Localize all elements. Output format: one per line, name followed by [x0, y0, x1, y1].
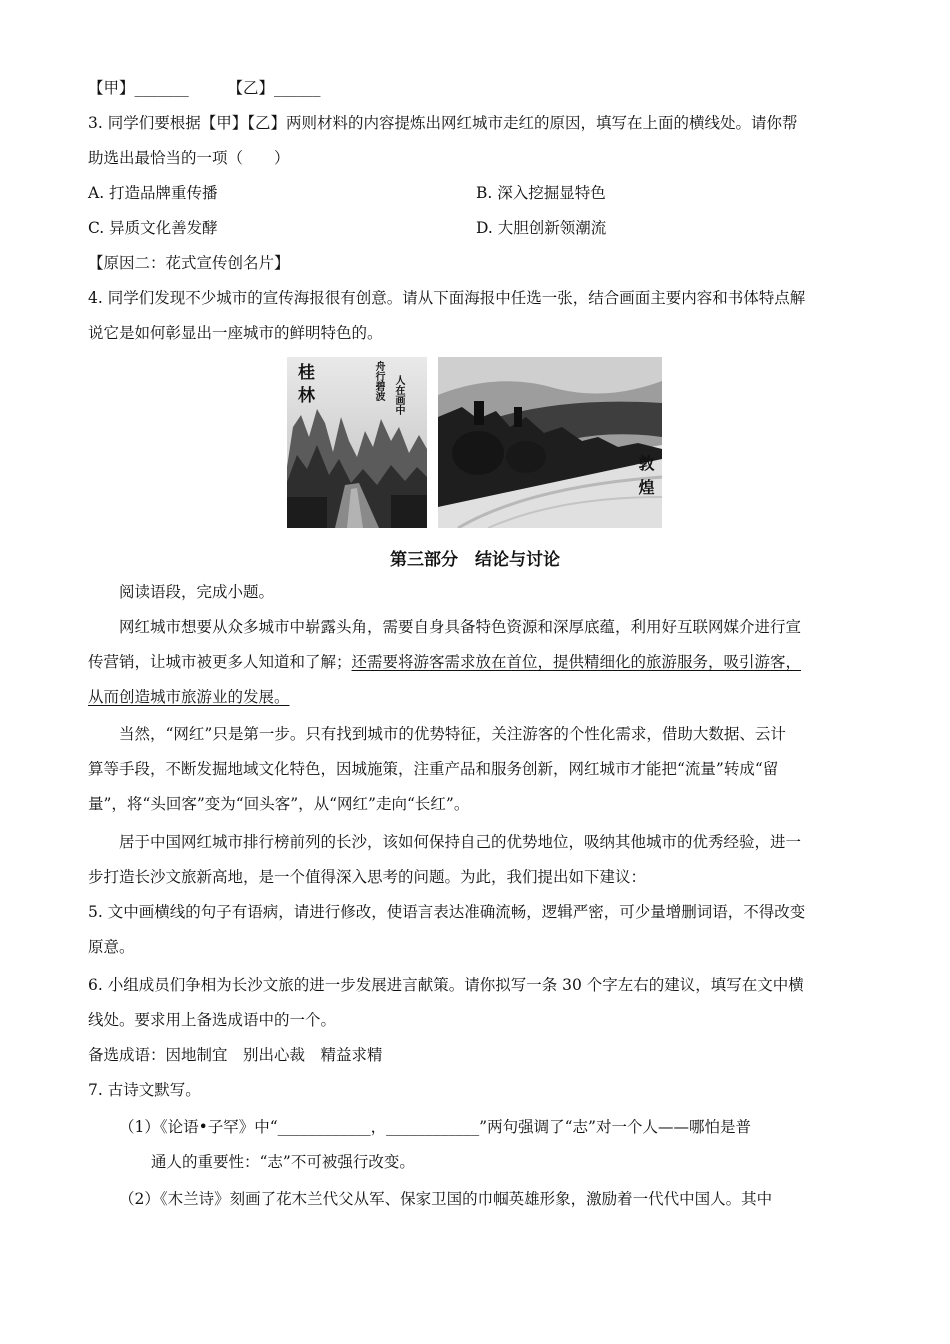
- paragraph-1-plain-text: 传营销，让城市被更多人知道和了解；: [88, 653, 352, 671]
- dunhuang-title: 敦煌: [636, 455, 655, 503]
- idiom-options: 备选成语：因地制宜 别出心裁 精益求精: [88, 1046, 383, 1064]
- answer-blanks: 【甲】_______ 【乙】______: [88, 79, 321, 97]
- guilin-verse-2: 人在画中: [393, 375, 404, 415]
- paragraph-3-line-1: 居于中国网红城市排行榜前列的长沙，该如何保持自己的优势地位，吸纳其他城市的优秀经验，进一: [119, 833, 802, 851]
- part-3-heading: 第三部分 结论与讨论: [390, 550, 560, 570]
- question-4-line-2: 说它是如何彰显出一座城市的鲜明特色的。: [88, 324, 383, 342]
- question-7-item-1-line-2: 通人的重要性：“志”不可被强行改变。: [151, 1153, 415, 1171]
- question-7-item-1-line-1: （1）《论语•子罕》中“____________，____________”两句强调了“志”对一个人——哪怕是普: [119, 1118, 751, 1136]
- question-4-line-1: 4. 同学们发现不少城市的宣传海报很有创意。请从下面海报中任选一张，结合画面主要内容和书体特点解: [88, 289, 806, 307]
- paragraph-2-line-3: 量”，将“头回客”变为“回头客”，从“网红”走向“长红”。: [88, 795, 470, 813]
- paragraph-1-line-1: 网红城市想要从众多城市中崭露头角，需要自身具备特色资源和深厚底蕴，利用好互联网媒介进行宣: [119, 618, 802, 636]
- question-7-title: 7. 古诗文默写。: [88, 1081, 201, 1099]
- guilin-poster: [287, 357, 427, 528]
- paragraph-1-line-2: [88, 652, 863, 672]
- paragraph-2-line-1: 当然，“网红”只是第一步。只有找到城市的优势特征，关注游客的个性化需求，借助大数据、云计: [119, 725, 786, 743]
- question-3-line-1: 3. 同学们要根据【甲】【乙】两则材料的内容提炼出网红城市走红的原因，填写在上面的横线处。请你帮: [88, 114, 798, 132]
- option-a: A. 打造品牌重传播: [88, 184, 218, 202]
- guilin-verse-1: 舟行碧波: [373, 361, 384, 401]
- paragraph-3-line-2: 步打造长沙文旅新高地，是一个值得深入思考的问题。为此，我们提出如下建议：: [88, 868, 647, 886]
- question-7-item-2-line-1: （2）《木兰诗》刻画了花木兰代父从军、保家卫国的巾帼英雄形象，激励着一代代中国人。其中: [119, 1190, 773, 1208]
- question-5-line-2: 原意。: [88, 938, 135, 956]
- option-c: C. 异质文化善发酵: [88, 219, 218, 237]
- question-3-line-2: 助选出最恰当的一项（ ）: [88, 149, 290, 167]
- question-6-line-1: 6. 小组成员们争相为长沙文旅的进一步发展进言献策。请你拟写一条 30 个字左右的建议，填写在文中横: [88, 976, 804, 994]
- reading-intro: 阅读语段，完成小题。: [119, 583, 275, 601]
- option-b: B. 深入挖掘显特色: [476, 184, 606, 202]
- reason-2-heading: 【原因二：花式宣传创名片】: [88, 254, 290, 272]
- paragraph-1-line-3: [88, 687, 863, 707]
- option-d: D. 大胆创新领潮流: [476, 219, 607, 237]
- underlined-sentence-part-2: 从而创造城市旅游业的发展。: [88, 688, 290, 706]
- question-6-line-2: 线处。要求用上备选成语中的一个。: [88, 1011, 337, 1029]
- dunhuang-poster-image: [438, 357, 662, 528]
- underlined-sentence-part-1: 还需要将游客需求放在首位，提供精细化的旅游服务，吸引游客，: [351, 653, 802, 671]
- paragraph-2-line-2: 算等手段，不断发掘地域文化特色，因城施策，注重产品和服务创新，网红城市才能把“流量”转成“留: [88, 760, 779, 778]
- dunhuang-poster: [438, 357, 662, 528]
- question-5-line-1: 5. 文中画横线的句子有语病，请进行修改，使语言表达准确流畅，逻辑严密，可少量增删词语，不得改变: [88, 903, 806, 921]
- guilin-title: 桂林: [294, 363, 314, 409]
